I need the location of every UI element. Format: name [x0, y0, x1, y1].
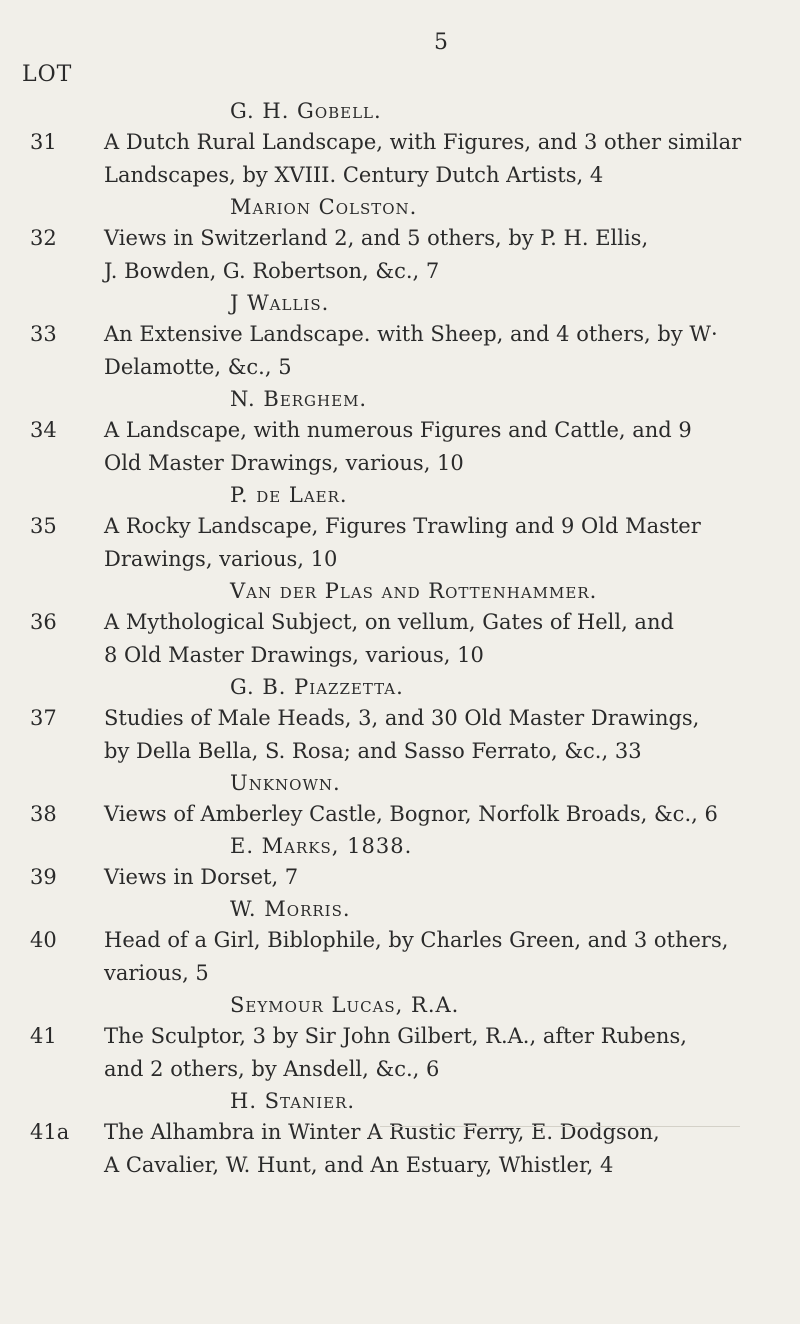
artist-name: Seymour Lucas, R.A.	[230, 993, 460, 1017]
lot-number: 38	[30, 802, 57, 826]
catalogue-entry	[0, 192, 800, 288]
lot-number: 35	[30, 514, 57, 538]
lot-description: Views in Dorset, 7	[104, 865, 299, 889]
catalogue-entry	[0, 288, 800, 384]
lot-description: Head of a Girl, Biblophile, by Charles Green, and 3 others, various, 5	[104, 928, 729, 985]
catalogue-entries	[0, 96, 800, 1182]
artist-name: H. Stanier.	[230, 1089, 356, 1113]
artist-name: P. de Laer.	[230, 483, 348, 507]
lot-description: A Rocky Landscape, Figures Trawling and 9 Old Master Drawings, various, 10	[104, 514, 701, 571]
bottom-rule	[380, 1126, 740, 1127]
lot-number: 31	[30, 130, 57, 154]
catalogue-entry	[0, 672, 800, 768]
artist-name: W. Morris.	[230, 897, 351, 921]
catalogue-entry	[0, 1086, 800, 1182]
lot-number: 32	[30, 226, 57, 250]
artist-name: Van der Plas and Rottenhammer.	[230, 579, 598, 603]
lot-number: 36	[30, 610, 57, 634]
lot-description: The Sculptor, 3 by Sir John Gilbert, R.A., after Rubens, and 2 others, by Ansdell, &c., 6	[104, 1024, 687, 1081]
catalogue-entry	[0, 576, 800, 672]
lot-number: 40	[30, 928, 57, 952]
lot-description: An Extensive Landscape. with Sheep, and 4 others, by W· Delamotte, &c., 5	[104, 322, 718, 379]
catalogue-entry	[0, 894, 800, 990]
catalogue-entry	[0, 990, 800, 1086]
lot-description: Studies of Male Heads, 3, and 30 Old Master Drawings, by Della Bella, S. Rosa; and Sasso Ferrato, &c., 33	[104, 706, 700, 763]
catalogue-entry	[0, 768, 800, 831]
page-number: 5	[434, 30, 448, 55]
artist-name: Marion Colston.	[230, 195, 418, 219]
artist-name: E. Marks, 1838.	[230, 834, 413, 858]
lot-description: A Landscape, with numerous Figures and Cattle, and 9 Old Master Drawings, various, 10	[104, 418, 692, 475]
lot-description: A Mythological Subject, on vellum, Gates of Hell, and 8 Old Master Drawings, various, 10	[104, 610, 674, 667]
lot-number: 37	[30, 706, 57, 730]
catalogue-entry	[0, 480, 800, 576]
lot-number: 34	[30, 418, 57, 442]
catalogue-entry	[0, 384, 800, 480]
artist-name: J Wallis.	[230, 291, 330, 315]
lot-number: 41a	[30, 1120, 70, 1144]
artist-name: Unknown.	[230, 771, 341, 795]
lot-description: A Dutch Rural Landscape, with Figures, and 3 other similar Landscapes, by XVIII. Century Dutch Artists, 4	[104, 130, 742, 187]
lot-column-header: LOT	[22, 62, 73, 87]
lot-number: 41	[30, 1024, 57, 1048]
artist-name: N. Berghem.	[230, 387, 368, 411]
catalogue-entry	[0, 96, 800, 192]
lot-description: Views in Switzerland 2, and 5 others, by P. H. Ellis, J. Bowden, G. Robertson, &c., 7	[104, 226, 649, 283]
artist-name: G. B. Piazzetta.	[230, 675, 404, 699]
artist-name: G. H. Gobell.	[230, 99, 382, 123]
lot-number: 39	[30, 865, 57, 889]
catalogue-entry	[0, 831, 800, 894]
lot-description: The Alhambra in Winter A Rustic Ferry, E. Dodgson, A Cavalier, W. Hunt, and An Estuary, Whistler, 4	[104, 1120, 660, 1177]
lot-description: Views of Amberley Castle, Bognor, Norfolk Broads, &c., 6	[104, 802, 718, 826]
lot-number: 33	[30, 322, 57, 346]
